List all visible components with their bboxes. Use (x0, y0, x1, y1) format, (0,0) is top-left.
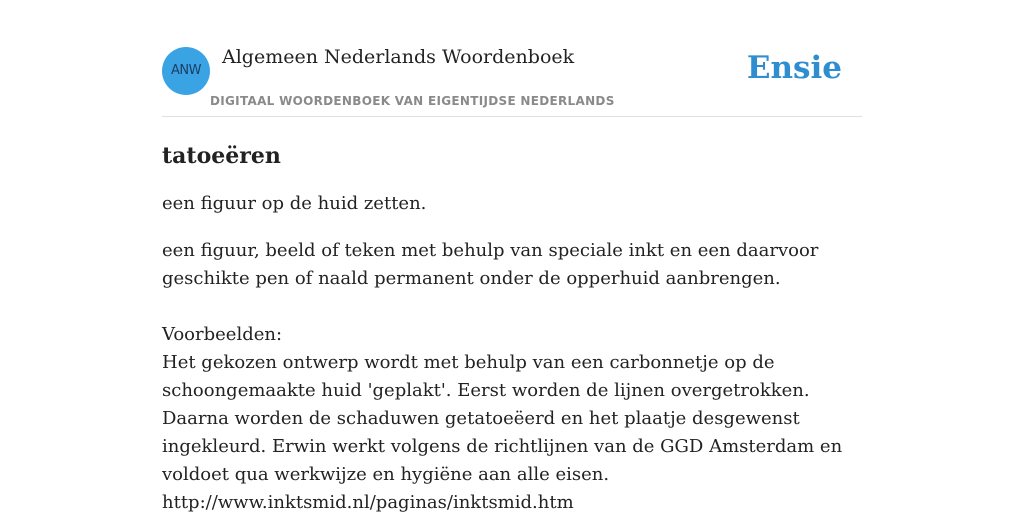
anw-logo[interactable]: ANW (162, 47, 210, 95)
entry-content (162, 138, 872, 512)
dictionary-title[interactable]: Algemeen Nederlands Woordenboek (222, 46, 575, 68)
long-definition: een figuur, beeld of teken met behulp van speciale inkt en een daarvoor geschikte pen of naald permanent onder de opperhuid aanbrengen. (162, 240, 819, 289)
example-text: Het gekozen ontwerp wordt met behulp van een carbonnetje op de schoongemaakte huid 'geplakt'. Eerst worden de lijnen overgetrokken. Daarna worden de schaduwen getatoeëerd en het plaatje desgewenst ingekleurd. Erwin werkt volgens de richtlijnen van de GGD Amsterdam en voldoet qua werkwijze en hygiëne aan alle eisen. (162, 352, 843, 485)
entry-word: tatoeëren (162, 143, 281, 169)
short-definition: een figuur op de huid zetten. (162, 193, 427, 214)
examples-label: Voorbeelden: (162, 324, 283, 345)
source-link[interactable]: http://www.inktsmid.nl/paginas/inktsmid.htm (162, 492, 574, 512)
ensie-brand-logo[interactable]: Ensie (746, 50, 842, 86)
dictionary-subtitle: DIGITAAL WOORDENBOEK VAN EIGENTIJDSE NEDERLANDS (210, 94, 615, 108)
dictionary-header (162, 40, 862, 117)
